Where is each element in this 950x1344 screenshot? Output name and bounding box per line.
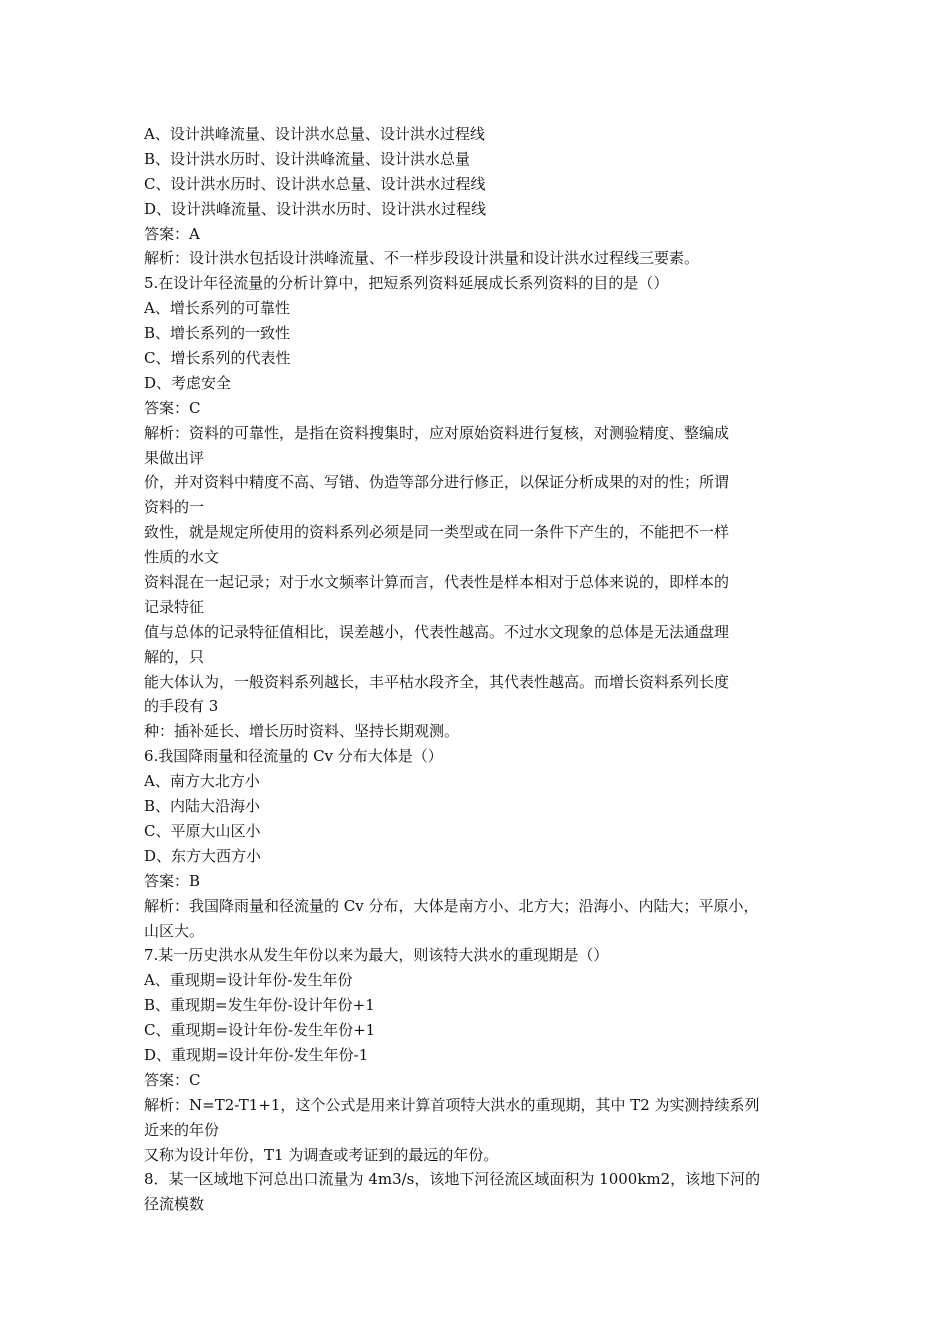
explanation-line: 又称为设计年份，T1 为调查或考证到的最远的年份。 [144,1145,499,1164]
explanation-line: 种：插补延长、增长历时资料、坚持长期观测。 [144,722,460,741]
option-b-line: B、重现期=发生年份-设计年份+1 [144,996,375,1015]
explanation-line: 果做出评 [144,448,205,467]
option-b-line: B、设计洪水历时、设计洪峰流量、设计洪水总量 [144,149,471,168]
explanation-line: 解析：设计洪水包括设计洪峰流量、不一样步段设计洪量和设计洪水过程线三要素。 [144,249,700,268]
option-d-line: D、重现期=设计年份-发生年份-1 [144,1045,369,1064]
explanation-line: 解析：资料的可靠性，是指在资料搜集时，应对原始资料进行复核，对测验精度、整编成 [144,423,730,442]
explanation-line: 解的，只 [144,647,205,666]
option-b-line: B、内陆大沿海小 [144,797,261,816]
explanation-line: 致性，就是规定所使用的资料系列必须是同一类型或在同一条件下产生的，不能把不一样 [144,523,730,542]
answer-line: 答案：C [144,398,201,417]
option-c-line: C、平原大山区小 [144,821,261,840]
option-d-line: D、设计洪峰流量、设计洪水历时、设计洪水过程线 [144,199,487,218]
explanation-line: 近来的年份 [144,1120,220,1139]
answer-line: 答案：B [144,871,201,890]
option-c-line: C、设计洪水历时、设计洪水总量、设计洪水过程线 [144,174,486,193]
question-6-line: 6.我国降雨量和径流量的 Cv 分布大体是（） [144,747,443,766]
option-b-line: B、增长系列的一致性 [144,324,291,343]
explanation-line: 能大体认为，一般资料系列越长，丰平枯水段齐全，其代表性越高。而增长资料系列长度 [144,672,730,691]
answer-line: 答案：C [144,1070,201,1089]
option-d-line: D、东方大西方小 [144,846,262,865]
option-c-line: C、重现期=设计年份-发生年份+1 [144,1021,376,1040]
option-a-line: A、设计洪峰流量、设计洪水总量、设计洪水过程线 [144,125,485,143]
explanation-line: 解析：N=T2-T1+1，这个公式是用来计算首项特大洪水的重现期，其中 T2 为实测持续系列 [144,1095,760,1114]
explanation-line: 资料混在一起记录；对于水文频率计算而言，代表性是样本相对于总体来说的，即样本的 [144,573,730,592]
question-8-line: 8．某一区域地下河总出口流量为 4m3/s，该地下河径流区域面积为 1000km2，该地下河的 [144,1170,761,1189]
answer-line: 答案：A [144,224,200,243]
option-a-line: A、增长系列的可靠性 [144,299,290,318]
explanation-line: 性质的水文 [144,548,220,567]
option-a-line: A、南方大北方小 [144,772,260,791]
question-8-line: 径流模数 [144,1195,205,1214]
explanation-line: 的手段有 3 [144,697,219,716]
option-a-line: A、重现期=设计年份-发生年份 [144,971,353,990]
document-body [144,122,816,1217]
question-7-line: 7.某一历史洪水从发生年份以来为最大，则该特大洪水的重现期是（） [144,946,609,965]
explanation-line: 解析：我国降雨量和径流量的 Cv 分布，大体是南方小、北方大；沿海小、内陆大；平原小， [144,896,759,915]
option-d-line: D、考虑安全 [144,373,232,392]
explanation-line: 记录特征 [144,597,205,616]
explanation-line: 资料的一 [144,498,205,517]
explanation-line: 价，并对资料中精度不高、写错、伪造等部分进行修正，以保证分析成果的对的性；所谓 [144,473,730,492]
question-5-line: 5.在设计年径流量的分析计算中，把短系列资料延展成长系列资料的目的是（） [144,274,669,293]
explanation-line: 山区大。 [144,921,205,940]
option-c-line: C、增长系列的代表性 [144,349,291,368]
explanation-line: 值与总体的记录特征值相比，误差越小，代表性越高。不过水文现象的总体是无法通盘理 [144,622,730,641]
